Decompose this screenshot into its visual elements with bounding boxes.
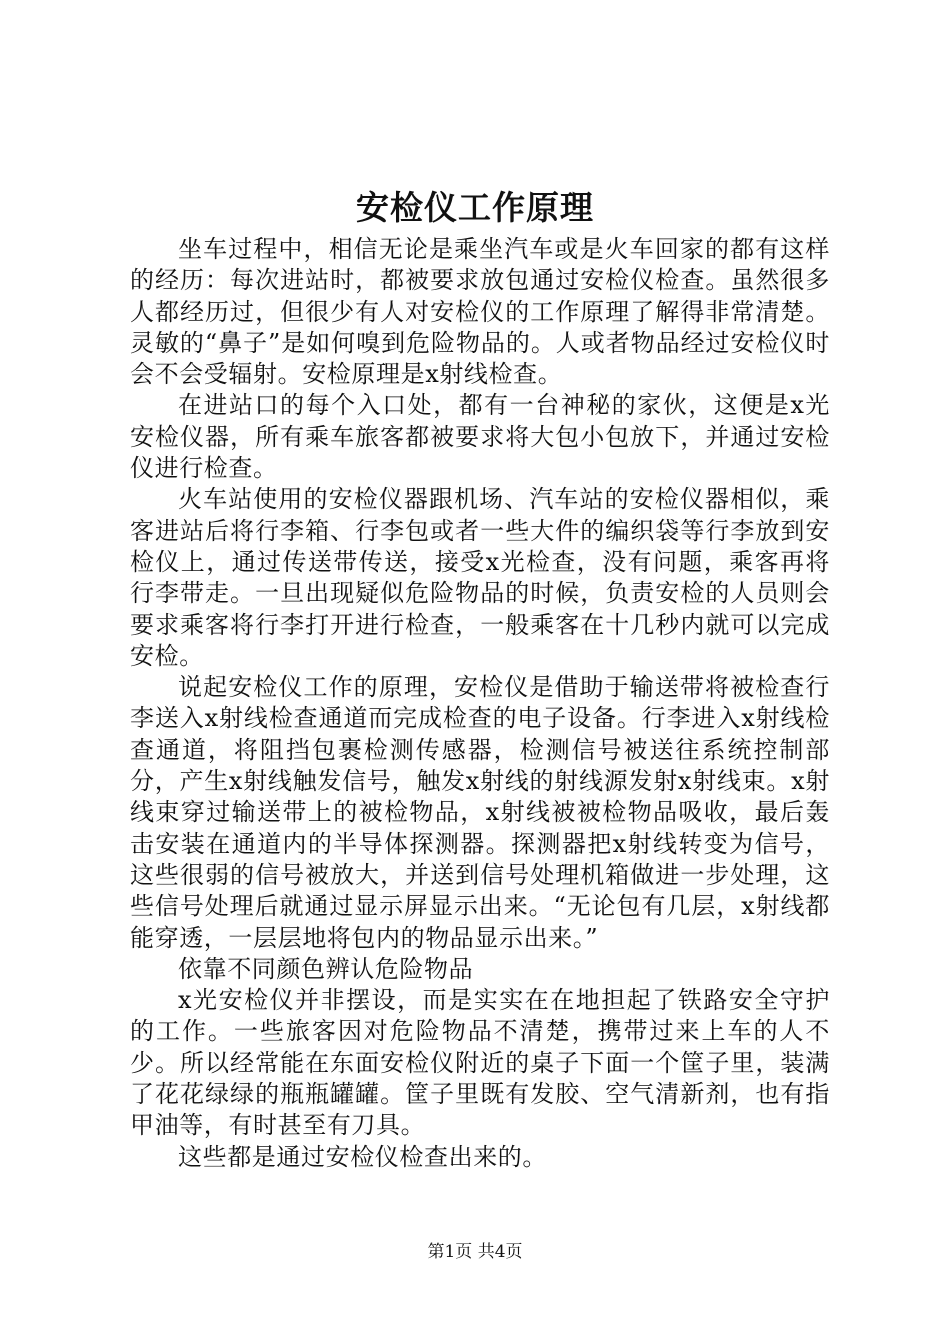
paragraph-1: 坐车过程中，相信无论是乘坐汽车或是火车回家的都有这样的经历：每次进站时，都被要求放包通过安检仪检查。虽然很多人都经历过，但很少有人对安检仪的工作原理了解得非常清楚。灵敏的“鼻子”是如何嗅到危险物品的。人或者物品经过安检仪时会不会受辐射。安检原理是x射线检查。	[130, 235, 830, 389]
paragraph-5: x光安检仪并非摆设，而是实实在在地担起了铁路安全守护的工作。一些旅客因对危险物品不清楚，携带过来上车的人不少。所以经常能在东面安检仪附近的桌子下面一个筐子里，装满了花花绿绿的瓶瓶罐罐。筐子里既有发胶、空气清新剂，也有指甲油等，有时甚至有刀具。	[130, 986, 830, 1140]
section-subheading: 依靠不同颜色辨认危险物品	[178, 954, 474, 983]
paragraph-2: 在进站口的每个入口处，都有一台神秘的家伙，这便是x光安检仪器，所有乘车旅客都被要求将大包小包放下，并通过安检仪进行检查。	[130, 391, 830, 483]
paragraph-4: 说起安检仪工作的原理，安检仪是借助于输送带将被检查行李送入x射线检查通道而完成检查的电子设备。行李进入x射线检查通道，将阻挡包裹检测传感器，检测信号被送往系统控制部分，产生x射线触发信号，触发x射线的射线源发射x射线束。x射线束穿过输送带上的被检物品，x射线被被检物品吸收，最后轰击安装在通道内的半导体探测器。探测器把x射线转变为信号，这些很弱的信号被放大，并送到信号处理机箱做进一步处理，这些信号处理后就通过显示屏显示出来。“无论包有几层，x射线都能穿透，一层层地将包内的物品显示出来。”	[130, 673, 830, 952]
page-number-footer: 第1页 共4页	[427, 1242, 523, 1262]
document-title: 安检仪工作原理	[356, 188, 594, 227]
document-body	[130, 234, 830, 1173]
paragraph-3: 火车站使用的安检仪器跟机场、汽车站的安检仪器相似，乘客进站后将行李箱、行李包或者一些大件的编织袋等行李放到安检仪上，通过传送带传送，接受x光检查，没有问题，乘客再将行李带走。一旦出现疑似危险物品的时候，负责安检的人员则会要求乘客将行李打开进行检查，一般乘客在十几秒内就可以完成安检。	[130, 485, 830, 670]
paragraph-6: 这些都是通过安检仪检查出来的。	[178, 1142, 547, 1171]
